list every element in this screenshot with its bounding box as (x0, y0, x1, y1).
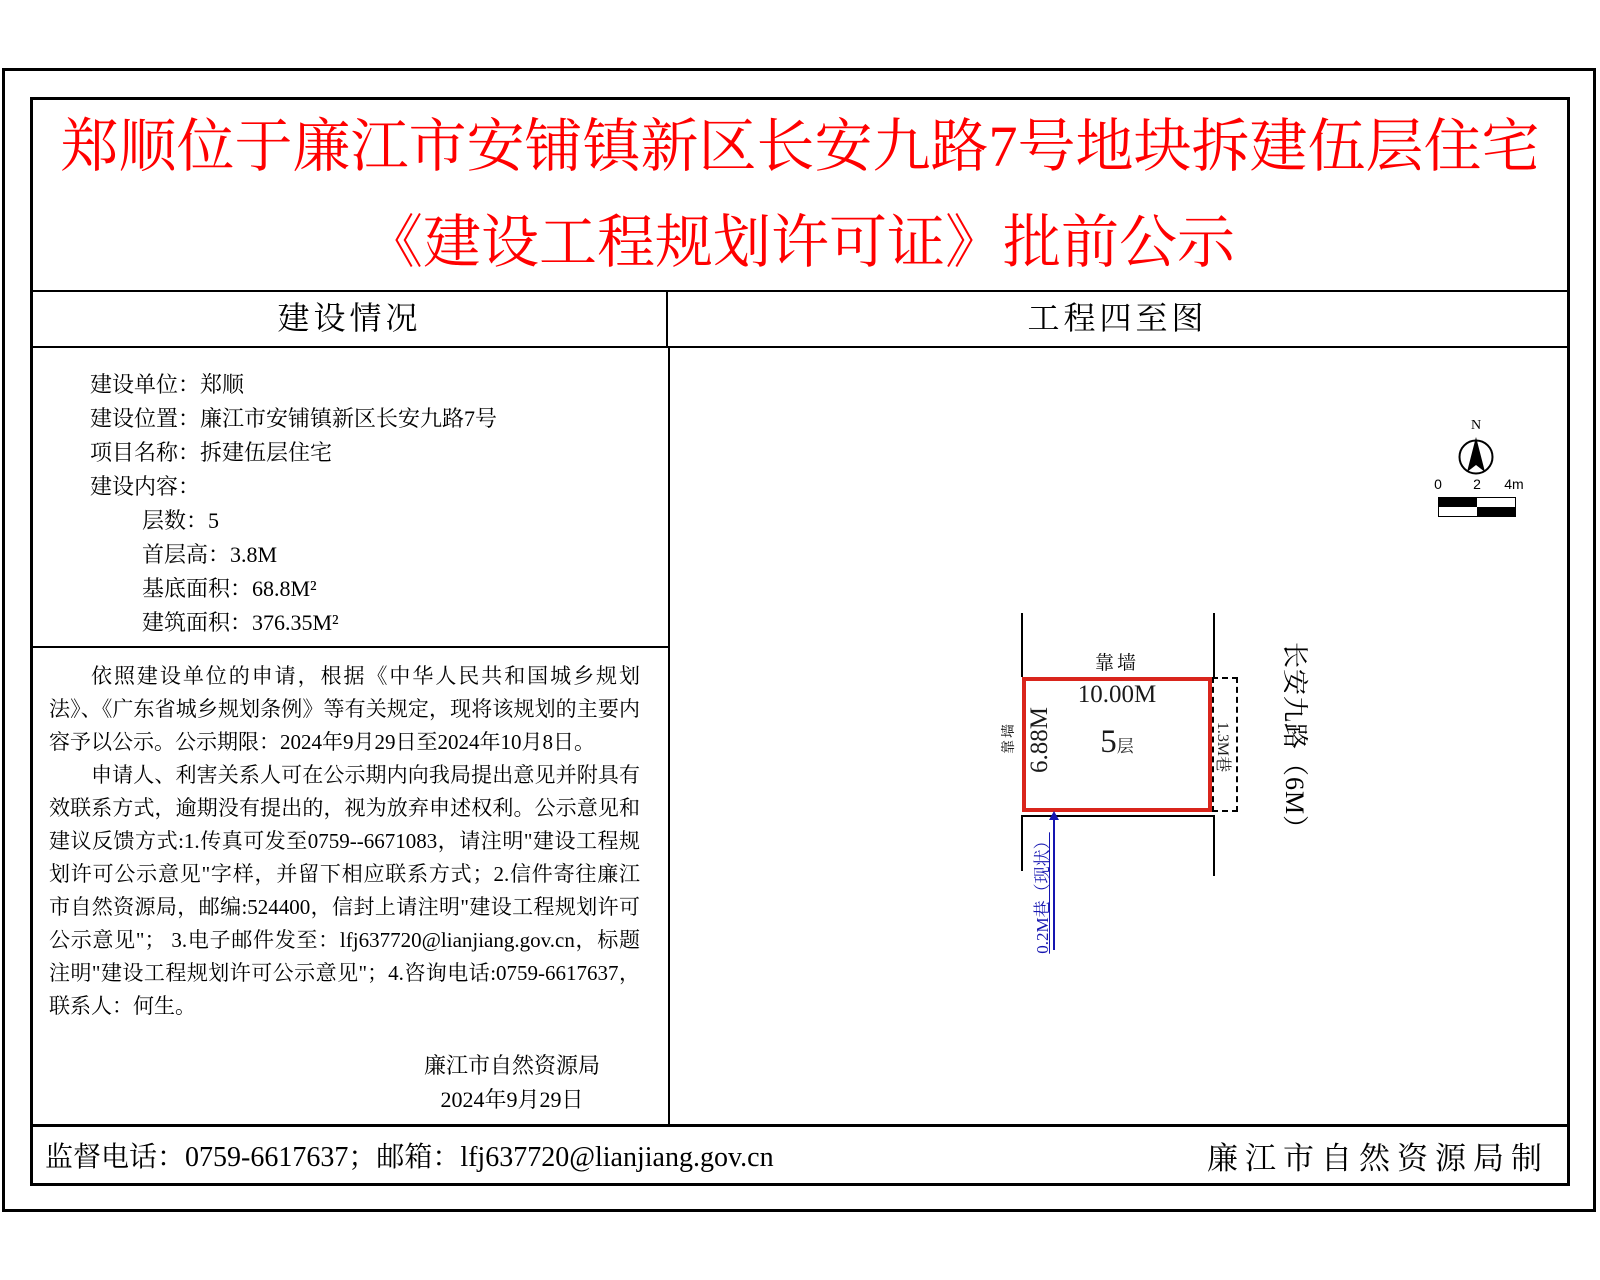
floors-unit: 层 (1116, 737, 1134, 756)
detail-project-name: 项目名称：拆建伍层住宅 (90, 440, 333, 465)
wall-label-left: 靠墙 (1002, 722, 1017, 754)
plot-width-dimension: 10.00M (1077, 681, 1157, 708)
scale-bar-segment (1477, 507, 1515, 516)
detail-build-content: 建设内容： (90, 474, 201, 499)
detail-build-unit: 建设单位：郑顺 (90, 372, 245, 397)
content-row (33, 348, 1567, 1124)
footer-bar (33, 1124, 1567, 1183)
notice-paragraph-2: 申请人、利害关系人可在公示期内向我局提出意见并附具有效联系方式，逾期没有提出的，视为放弃申述权利。公示意见和建议反馈方式:1.传真可发至0759--6671083，请注明"建设工程规划许可公示意见"字样，并留下相应联系方式；2.信件寄往廉江市自然资源局，邮编:524400，信封上请注明"建设工程规划许可公示意见"； 3.电子邮件发至：lfj637720@lianjiang.gov.cn，标题注明"建设工程规划许可公示意见"；4.咨询电话:0759-6617637，联系人：何生。 (49, 763, 640, 1018)
wall-label-top: 靠墙 (1094, 653, 1139, 674)
boundary-line-bottom-right (1213, 815, 1215, 876)
footer-contact-info: 监督电话：0759-6617637；邮箱：lfj637720@lianjiang.gov.cn (45, 1142, 774, 1173)
scale-label-4m: 4m (1504, 476, 1524, 492)
right-alley-label: 1.3M巷 (1214, 721, 1232, 773)
title-line-1: 郑顺位于廉江市安铺镇新区长安九路7号地块拆建伍层住宅 (60, 114, 1540, 179)
north-label: N (1470, 418, 1482, 433)
detail-first-floor-height: 首层高：3.8M (142, 542, 278, 567)
detail-floors: 层数：5 (142, 508, 220, 533)
scale-bar-segment (1477, 498, 1515, 507)
bottom-alley-leader-line (1053, 818, 1055, 950)
scale-bar-segment (1439, 507, 1477, 516)
floors-number: 5 (1100, 724, 1117, 760)
site-plan (670, 348, 1567, 1124)
footer-issuer: 廉江市自然资源局制 (1207, 1140, 1549, 1176)
boundary-line-top-right (1213, 613, 1215, 677)
notice-title (33, 100, 1567, 290)
signature-organization: 廉江市自然资源局 (423, 1053, 600, 1078)
construction-panel (33, 348, 670, 1124)
site-map-section-header: 工程四至图 (1027, 300, 1208, 336)
detail-gross-area: 建筑面积：376.35M² (142, 610, 339, 635)
detail-base-area: 基底面积：68.8M² (142, 576, 317, 601)
section-header-row (33, 290, 1567, 348)
boundary-line-bottom-left (1021, 815, 1023, 871)
scale-bar (1438, 497, 1516, 517)
scale-label-2: 2 (1473, 476, 1481, 492)
signature-date: 2024年9月29日 (440, 1087, 584, 1112)
plot-depth-dimension: 6.88M (1026, 707, 1053, 773)
scale-bar-segment (1439, 498, 1477, 507)
construction-section-header: 建设情况 (33, 292, 668, 346)
title-line-2: 《建设工程规划许可证》批前公示 (364, 210, 1235, 275)
scale-label-0: 0 (1434, 476, 1442, 492)
detail-build-location: 建设位置：廉江市安铺镇新区长安九路7号 (90, 406, 498, 431)
notice-paragraph-1: 依照建设单位的申请，根据《中华人民共和国城乡规划法》、《广东省城乡规划条例》等有关规定，现将该规划的主要内容予以公示。公示期限：2024年9月29日至2024年10月8日。 (49, 664, 640, 754)
signature-block (424, 1049, 600, 1117)
north-arrow-icon (1454, 435, 1498, 479)
construction-details (33, 348, 668, 648)
road-name-label: 长安九路（6M） (1280, 641, 1310, 843)
bottom-alley-label: 0.2M巷（现状） (1032, 832, 1052, 954)
notice-body (33, 648, 668, 1117)
